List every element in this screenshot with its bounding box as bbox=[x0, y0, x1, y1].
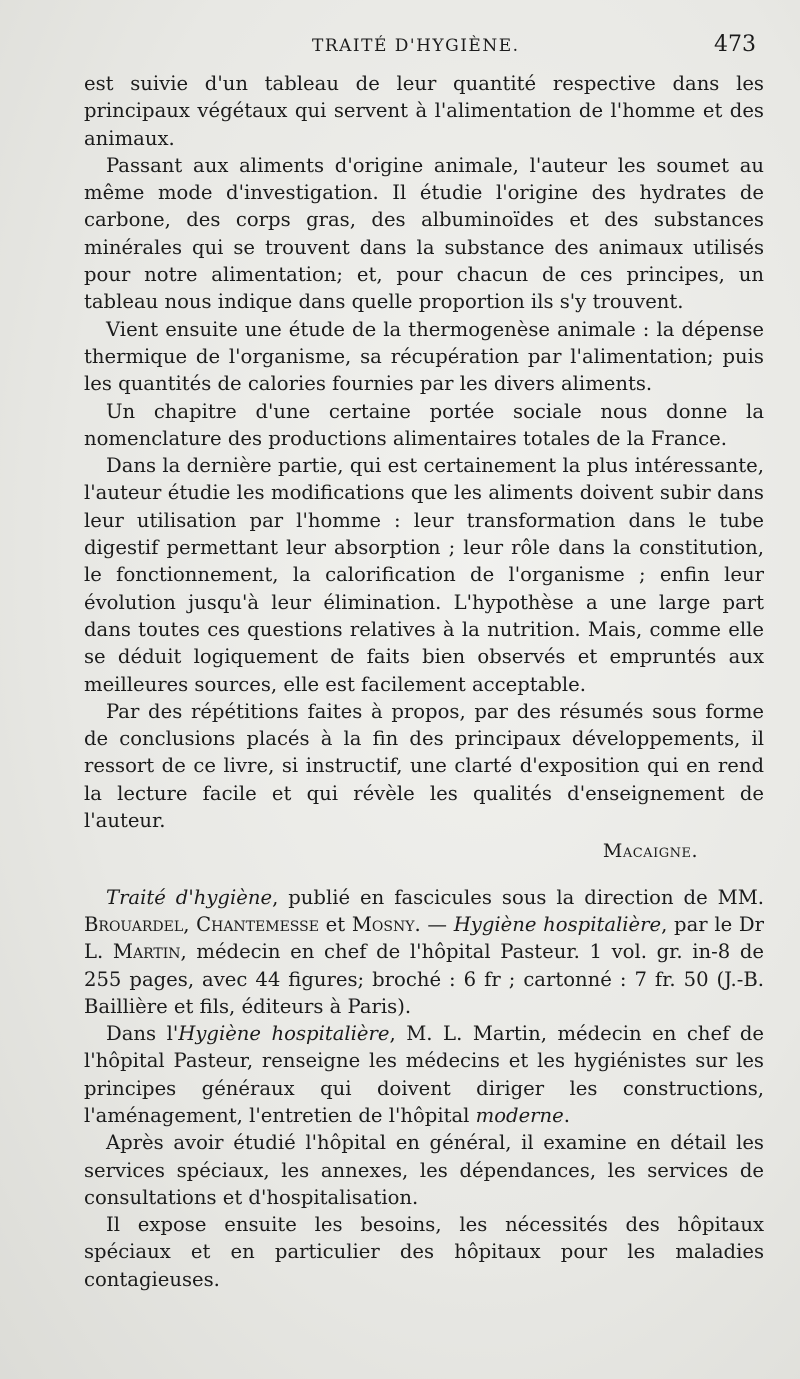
paragraph: Après avoir étudié l'hôpital en général, il examine en détail les services spéciaux, les annexes, les dépendances, les services de consultations et d'hospitalisation. bbox=[84, 1131, 764, 1209]
paragraph bbox=[84, 1020, 764, 1129]
emphasis: moderne bbox=[475, 1103, 564, 1127]
paragraph: Dans la dernière partie, qui est certainement la plus intéressante, l'auteur étudie les modifications que les aliments doivent subir dans leur utilisation par l'homme : leur transformation dans le tube digestif permettant leur absorption ; leur rôle dans la constitution, le fonctionnement, la calorification de l'organisme ; enfin leur évolution jusqu'à leur élimination. L'hypothèse a une large part dans toutes ces questions relatives à la nutrition. Mais, comme elle se déduit logiquement de faits bien observés et empruntés aux meilleures sources, elle est facilement acceptable. bbox=[84, 454, 764, 696]
page-number: 473 bbox=[714, 32, 756, 57]
paragraph: est suivie d'un tableau de leur quantité respective dans les principaux végétaux qui servent à l'alimentation de l'homme et des animaux. bbox=[84, 72, 764, 150]
paragraph: Vient ensuite une étude de la thermogenèse animale : la dépense thermique de l'organisme, sa récupération par l'alimentation; puis les quantités de calories fournies par les divers aliments. bbox=[84, 317, 764, 396]
citation-text: . — bbox=[414, 912, 454, 936]
paragraph-text: Dans l' bbox=[106, 1022, 179, 1046]
citation-text: , par le Dr L. bbox=[84, 912, 764, 964]
review-signature: Macaigne. bbox=[602, 840, 698, 863]
book-review bbox=[84, 884, 764, 1293]
citation-text: , bbox=[183, 912, 197, 936]
running-head bbox=[0, 32, 800, 60]
book-subtitle: Hygiène hospitalière bbox=[178, 1022, 390, 1046]
paragraph-text: . bbox=[563, 1103, 570, 1127]
citation-text: , publié en fascicules sous la direction de MM. bbox=[272, 885, 765, 909]
citation-text: , médecin en chef de l'hôpital Pasteur. 1 vol. gr. in-8 de 255 pages, avec 44 figures; broché : 6 fr ; cartonné : 7 fr. 50 (J.-B. Baillière et fils, éditeurs à Paris). bbox=[84, 940, 764, 1018]
book-title: Traité d'hygiène bbox=[106, 885, 273, 909]
author-name: Chantemesse bbox=[196, 912, 319, 936]
author-name: Brouardel bbox=[84, 912, 184, 936]
body-text bbox=[84, 70, 764, 1293]
book-subtitle: Hygiène hospitalière bbox=[453, 912, 662, 936]
citation-text: et bbox=[318, 912, 352, 936]
paragraph: Passant aux aliments d'origine animale, l'auteur les soumet au même mode d'investigation. Il étudie l'origine des hydrates de carbone, des corps gras, des albuminoïdes et des substances minérales qui se trouvent dans la substance des animaux utilisés pour notre alimentation; et, pour chacun de ces principes, un tableau nous indique dans quelle proportion ils s'y trouvent. bbox=[84, 153, 764, 314]
running-title: TRAITÉ D'HYGIÈNE. bbox=[312, 36, 520, 56]
paragraph: Il expose ensuite les besoins, les nécessités des hôpitaux spéciaux et en particulier des hôpitaux pour les maladies contagieuses. bbox=[84, 1213, 764, 1291]
paragraph: Par des répétitions faites à propos, par des résumés sous forme de conclusions placés à la fin des principaux développements, il ressort de ce livre, si instructif, une clarté d'exposition qui en rend la lecture facile et qui révèle les qualités d'enseignement de l'auteur. bbox=[84, 699, 764, 833]
author-name: Mosny bbox=[351, 912, 415, 936]
author-name: Martin bbox=[112, 940, 181, 964]
paragraph: Un chapitre d'une certaine portée sociale nous donne la nomenclature des productions alimentaires totales de la France. bbox=[84, 399, 764, 450]
paragraph-text: , M. L. Martin, médecin en chef de l'hôpital Pasteur, renseigne les médecins et les hygiénistes sur les principes généraux qui doivent diriger les constructions, l'aménagement, l'entretien de l'hôpital bbox=[84, 1022, 764, 1127]
review-citation bbox=[84, 884, 764, 1020]
